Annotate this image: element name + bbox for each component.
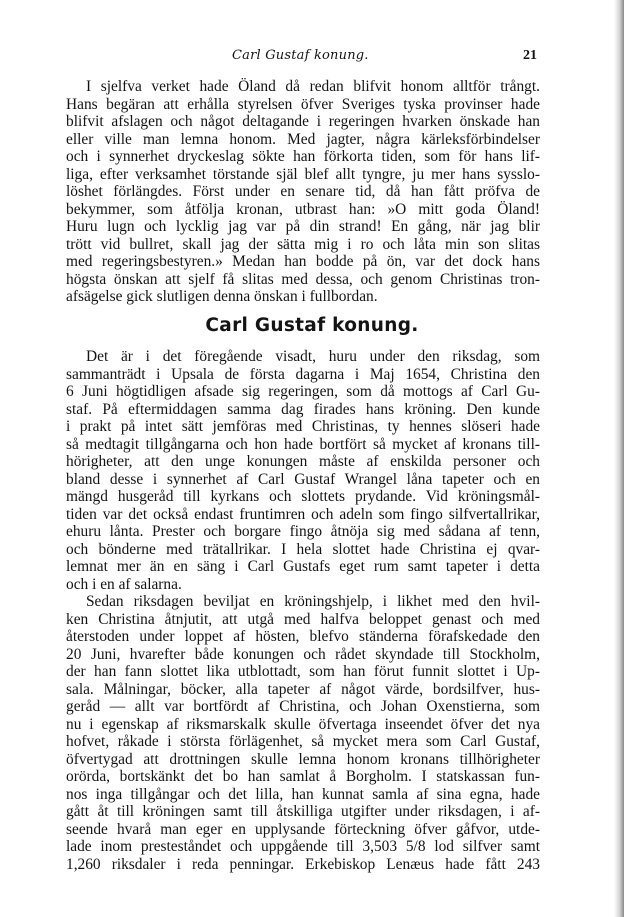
text-line: tiden var det också endast fruntimren och adeln som fingo silfvertallrikar, xyxy=(66,505,540,523)
text-line: hörigheter, att den unge konungen måste af enskilda personer och xyxy=(66,453,540,470)
text-line: Huru lugn och lycklig jag var på din strand! En gång, när jag blir xyxy=(66,218,540,235)
text-line: ken Christina åtnjutit, att utgå med halfva beloppet genast och med xyxy=(66,610,540,628)
text-line: liga, efter verksamhet törstande själ blef allt tyngre, ju mer hans sysslo- xyxy=(66,165,540,183)
text-line: trött vid bullret, skall jag der sätta mig i ro och låta min son slitas xyxy=(66,235,540,253)
text-line: afsägelse gick slutligen denna önskan i fullbordan. xyxy=(66,288,378,305)
text-line: seende hvarå man eger en upplysande förteckning öfver gåfvor, utde- xyxy=(66,820,540,838)
text-line: och bönderne med trätallrikar. I hela slottet hade Christina ej qvar- xyxy=(66,540,540,558)
text-line: och i synnerhet dryckeslag sökte han förkorta tiden, som för hans lif- xyxy=(66,148,540,165)
text-line: Det är i det föregående visadt, huru under den riksdag, som xyxy=(86,348,540,365)
text-line: bland desse i synnerhet af Carl Gustaf Wrangel låna tapeter och en xyxy=(66,470,540,488)
text-line: så medtagit tillgångarna och hon hade bortfört så mycket af kronans till- xyxy=(66,435,540,453)
text-line: bekymmer, som åtfölja kronan, utbrast han: »O mitt goda Öland! xyxy=(66,200,540,218)
text-line: eller ville man lemna honom. Med jagter, några kärleksförbindelser xyxy=(66,130,540,148)
running-title: Carl Gustaf konung. xyxy=(232,48,369,63)
text-line: staf. På eftermiddagen samma dag firades hans kröning. Den kunde xyxy=(66,400,540,418)
text-line: blifvit afslagen och något deltagande i regeringen hvarken önskade han xyxy=(66,113,540,130)
text-line: 20 Juni, hvarefter både konungen och rådet skyndade till Stockholm, xyxy=(66,645,540,663)
section-body xyxy=(66,348,540,873)
text-line: 1,260 riksdaler i reda penningar. Erkebiskop Lenæus hade fått 243 xyxy=(66,855,540,873)
text-line: nos inga tillgångar och det lilla, han kunnat samla af sina egna, hade xyxy=(66,785,540,803)
section-heading: Carl Gustaf konung. xyxy=(205,315,419,336)
text-line: Sedan riksdagen beviljat en kröningshjelp, i likhet med den hvil- xyxy=(86,593,540,610)
text-line: I sjelfva verket hade Öland då redan blifvit honom alltför trångt. xyxy=(86,78,540,95)
text-line: geråd — allt var bortfördt af Christina, och Johan Oxenstierna, som xyxy=(66,698,540,715)
intro-paragraph xyxy=(66,78,540,306)
text-line: mängd husgeråd till kyrkans och slottets prydande. Vid kröningsmål- xyxy=(66,488,540,505)
text-line: der han fann slottet lika utblottadt, som han förut funnit slottet i Up- xyxy=(66,663,540,680)
page-number: 21 xyxy=(523,48,537,63)
text-line: sala. Målningar, böcker, alla tapeter af något värde, bordsilfver, hus- xyxy=(66,680,540,698)
text-line: Hans begäran att erhålla styrelsen öfver Sveriges tyska provinser hade xyxy=(66,95,540,113)
text-line: sammanträdt i Upsala de första dagarna i Maj 1654, Christina den xyxy=(66,365,540,383)
text-line: 6 Juni högtidligen afsade sig regeringen, som då mottogs af Carl Gu- xyxy=(66,383,540,400)
text-line: lade inom presteståndet och uppgående till 3,503 5/8 lod silfver samt xyxy=(66,838,540,855)
text-line: i prakt på intet sätt jemföras med Christinas, ty hennes slöseri hade xyxy=(66,418,540,435)
text-line: öfvertygad att drottningen skulle lemna honom kronans tillhörigheter xyxy=(66,750,540,768)
text-line: löshet förlängdes. Först under en senare tid, då han fått pröfva de xyxy=(66,183,540,200)
text-line: gått åt till kröningen samt till åtskilliga utgifter under riksdagen, i af- xyxy=(66,803,540,820)
text-line: lemnat mer än en säng i Carl Gustafs eget rum samt tapeter i detta xyxy=(66,558,540,575)
text-line: hofvet, råkade i största förlägenhet, så mycket mera som Carl Gustaf, xyxy=(66,733,540,750)
text-line: orörda, bortskänkt det bo han samlat å Borgholm. I statskassan fun- xyxy=(66,768,540,785)
text-line: med regeringsbestyren.» Medan han bodde på ön, var det dock hans xyxy=(66,253,540,270)
text-line: nu i egenskap af riksmarskalk skulle öfvertaga inseendet öfver det nya xyxy=(66,715,540,733)
text-line: ehuru lånta. Prester och borgare fingo åtnöja sig med sådana af tenn, xyxy=(66,523,540,540)
page-edge-shadow xyxy=(614,0,624,917)
text-line: högsta önskan att sjelf få slitas med dessa, och genom Christinas tron- xyxy=(66,270,540,288)
text-line: återstoden under loppet af hösten, blefvo ständerna förafskedade den xyxy=(66,628,540,645)
text-line: och i en af salarna. xyxy=(66,575,182,593)
